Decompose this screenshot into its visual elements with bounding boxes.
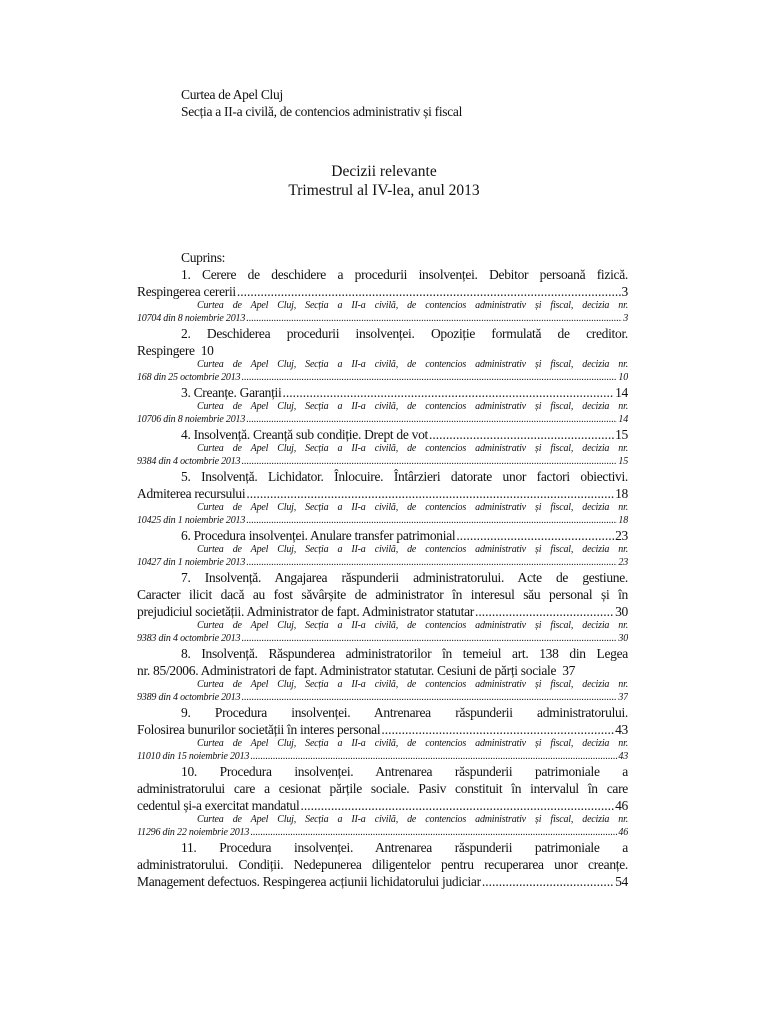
dot-leader [241,456,617,469]
decision-source [137,359,628,384]
toc-entry-title-line: 9. Procedura insolvenței. Antrenarea răspunderii administratorului. [181,705,628,720]
court-header [181,86,462,120]
decision-source [137,679,628,704]
toc-entry[interactable] [137,527,628,569]
dot-leader [246,515,617,528]
toc-entry-title-line [137,873,628,890]
toc-entry-title-line [137,426,628,443]
dot-leader [250,751,617,764]
toc-page-number: 15 [615,427,628,442]
toc-entry[interactable] [137,763,628,839]
toc-entry-title: Respingere [137,343,195,358]
decision-page-number: 37 [618,691,628,703]
toc-entry[interactable] [137,426,628,468]
toc-entry-title-line [137,721,628,738]
toc-entry-title-line: 11. Procedura insolvenței. Antrenarea răspunderii patrimoniale a [181,840,628,855]
decision-number: 10425 din 1 noiembrie 2013 [137,514,246,526]
dot-leader [246,414,617,427]
decision-source-line [137,372,628,385]
decision-source-line: Curtea de Apel Cluj, Secția a II-a civilă, de contencios administrativ și fiscal, decizia nr. [197,502,628,513]
toc-entry-title: Admiterea recursului [137,486,246,501]
toc-entry-title-line: Caracter ilicit dacă au fost săvârșite de administrator în interesul său personal și în [137,587,628,602]
decision-page-number: 23 [618,556,628,568]
decision-source-line: Curtea de Apel Cluj, Secția a II-a civilă, de contencios administrativ și fiscal, decizia nr. [197,401,628,412]
toc-page-number: 10 [200,343,214,358]
toc-entry-title-line: administratorului care a cesionat părțile sociale. Pasiv constituit în intervalul în care [137,781,628,796]
title-line-2: Trimestrul al IV-lea, anul 2013 [288,182,480,199]
decision-source-line: Curtea de Apel Cluj, Secția a II-a civilă, de contencios administrativ și fiscal, decizia nr. [197,443,628,454]
decision-number: 10704 din 8 noiembrie 2013 [137,312,246,324]
decision-source-line [137,633,628,646]
toc-page-number: 18 [615,486,628,501]
toc-entry-title: Management defectuos. Respingerea acțiunii lichidatorului judiciar [137,874,481,889]
court-name: Curtea de Apel Cluj [181,87,283,102]
toc-entry-title-line [137,662,628,679]
toc-entry-title: Respingerea cererii [137,284,236,299]
decision-source [137,814,628,839]
decision-source-line: Curtea de Apel Cluj, Secția a II-a civilă, de contencios administrativ și fiscal, decizia nr. [197,738,628,749]
title-line-1: Decizii relevante [331,163,437,180]
dot-leader [246,485,614,502]
decision-source [137,443,628,468]
document-title [0,162,768,200]
decision-source [137,401,628,426]
toc-entry-title: 6. Procedura insolvenței. Anulare transfer patrimonial [181,528,456,543]
decision-page-number: 43 [618,750,628,762]
decision-page-number: 18 [618,514,628,526]
toc-entry-title-line: administratorului. Condiții. Nedepunerea diligentelor pentru recuperarea unor creanțe. [137,857,628,872]
toc-entry[interactable] [137,468,628,527]
toc-entry-title: 4. Insolvență. Creanță sub condiție. Drept de vot [181,427,428,442]
toc-page-number: 46 [615,798,628,813]
dot-leader [456,527,614,544]
toc-entry-title: Folosirea bunurilor societății în interes personal [137,722,381,737]
decision-source-line [137,692,628,705]
decision-source [137,502,628,527]
dot-leader [241,633,617,646]
toc-page-number: 30 [615,604,628,619]
decision-number: 10427 din 1 noiembrie 2013 [137,556,246,568]
toc-entry-title-line [137,384,628,401]
dot-leader [300,797,614,814]
decision-source-line: Curtea de Apel Cluj, Secția a II-a civilă, de contencios administrativ și fiscal, decizia nr. [197,814,628,825]
toc-entry-title-line: 8. Insolvență. Răspunderea administratorilor în temeiul art. 138 din Legea [181,646,628,661]
toc-page-number: 54 [615,874,628,889]
decision-number: 11010 din 15 noiembrie 2013 [137,750,250,762]
decision-source-line [137,515,628,528]
decision-source-line [137,827,628,840]
decision-source [137,544,628,569]
decision-number: 11296 din 22 noiembrie 2013 [137,826,250,838]
decision-source-line: Curtea de Apel Cluj, Secția a II-a civilă, de contencios administrativ și fiscal, decizia nr. [197,679,628,690]
toc-entry-title-line [137,527,628,544]
dot-leader [246,557,617,570]
decision-source-line: Curtea de Apel Cluj, Secția a II-a civilă, de contencios administrativ și fiscal, decizia nr. [197,300,628,311]
toc-entry[interactable] [137,325,628,384]
dot-leader [241,692,617,705]
decision-source-line [137,313,628,326]
decision-source [137,300,628,325]
toc-heading: Cuprins: [181,250,226,265]
decision-number: 9384 din 4 octombrie 2013 [137,455,241,467]
toc-entry-title-line [137,283,628,300]
toc-entry[interactable] [137,645,628,704]
toc-page-number: 23 [615,528,628,543]
decision-source-line [137,557,628,570]
decision-source-line: Curtea de Apel Cluj, Secția a II-a civilă, de contencios administrativ și fiscal, decizia nr. [197,359,628,370]
toc-entry[interactable] [137,266,628,325]
toc-entry[interactable] [137,839,628,890]
decision-source-line [137,751,628,764]
toc-entry-title-line: 7. Insolvență. Angajarea răspunderii administratorului. Acte de gestiune. [181,570,628,585]
dot-leader [475,603,614,620]
decision-page-number: 10 [618,371,628,383]
decision-source-line [137,456,628,469]
decision-number: 10706 din 8 noiembrie 2013 [137,413,246,425]
court-section: Secția a II-a civilă, de contencios administrativ și fiscal [181,104,463,119]
toc-entry[interactable] [137,569,628,645]
toc-entry-title-line [137,485,628,502]
dot-leader [381,721,614,738]
toc-entry-title-line [137,797,628,814]
toc-entry-title-line: 2. Deschiderea procedurii insolvenței. Opoziție formulată de creditor. [181,326,628,341]
toc-entry-title-line: 5. Insolvență. Lichidator. Înlocuire. Întârzieri datorate unor factori obiectivi. [181,469,628,484]
toc-page-number: 43 [615,722,628,737]
decision-number: 9389 din 4 octombrie 2013 [137,691,241,703]
decision-source-line: Curtea de Apel Cluj, Secția a II-a civilă, de contencios administrativ și fiscal, decizia nr. [197,620,628,631]
toc-entry-title-line: 10. Procedura insolvenței. Antrenarea răspunderii patrimoniale a [181,764,628,779]
toc-page-number: 37 [562,663,576,678]
dot-leader [237,283,621,300]
decision-page-number: 15 [618,455,628,467]
decision-source-line: Curtea de Apel Cluj, Secția a II-a civilă, de contencios administrativ și fiscal, decizia nr. [197,544,628,555]
decision-page-number: 3 [623,312,628,324]
toc-entry-title-line: 1. Cerere de deschidere a procedurii insolvenței. Debitor persoană fizică. [181,267,628,282]
dot-leader [429,426,614,443]
decision-page-number: 46 [618,826,628,838]
toc-entry-title: 3. Creanțe. Garanții [181,385,282,400]
table-of-contents [137,249,628,890]
toc-entry-title: prejudiciul societății. Administrator de fapt. Administrator statutar [137,604,474,619]
toc-entry-title: cedentul și-a exercitat mandatul [137,798,300,813]
toc-entry[interactable] [137,704,628,763]
dot-leader [241,372,617,385]
toc-page-number: 14 [615,385,628,400]
decision-source-line [137,414,628,427]
decision-source [137,620,628,645]
toc-entry[interactable] [137,384,628,426]
decision-page-number: 14 [618,413,628,425]
dot-leader [246,313,622,326]
toc-entry-title-line [137,342,628,359]
decision-number: 9383 din 4 octombrie 2013 [137,632,241,644]
decision-source [137,738,628,763]
toc-page-number: 3 [621,284,628,299]
toc-entry-title: nr. 85/2006. Administratori de fapt. Administrator statutar. Cesiuni de părți sociale [137,663,557,678]
dot-leader [250,827,617,840]
decision-number: 168 din 25 octombrie 2013 [137,371,241,383]
dot-leader [482,873,614,890]
dot-leader [282,384,614,401]
decision-page-number: 30 [618,632,628,644]
toc-entry-title-line [137,603,628,620]
